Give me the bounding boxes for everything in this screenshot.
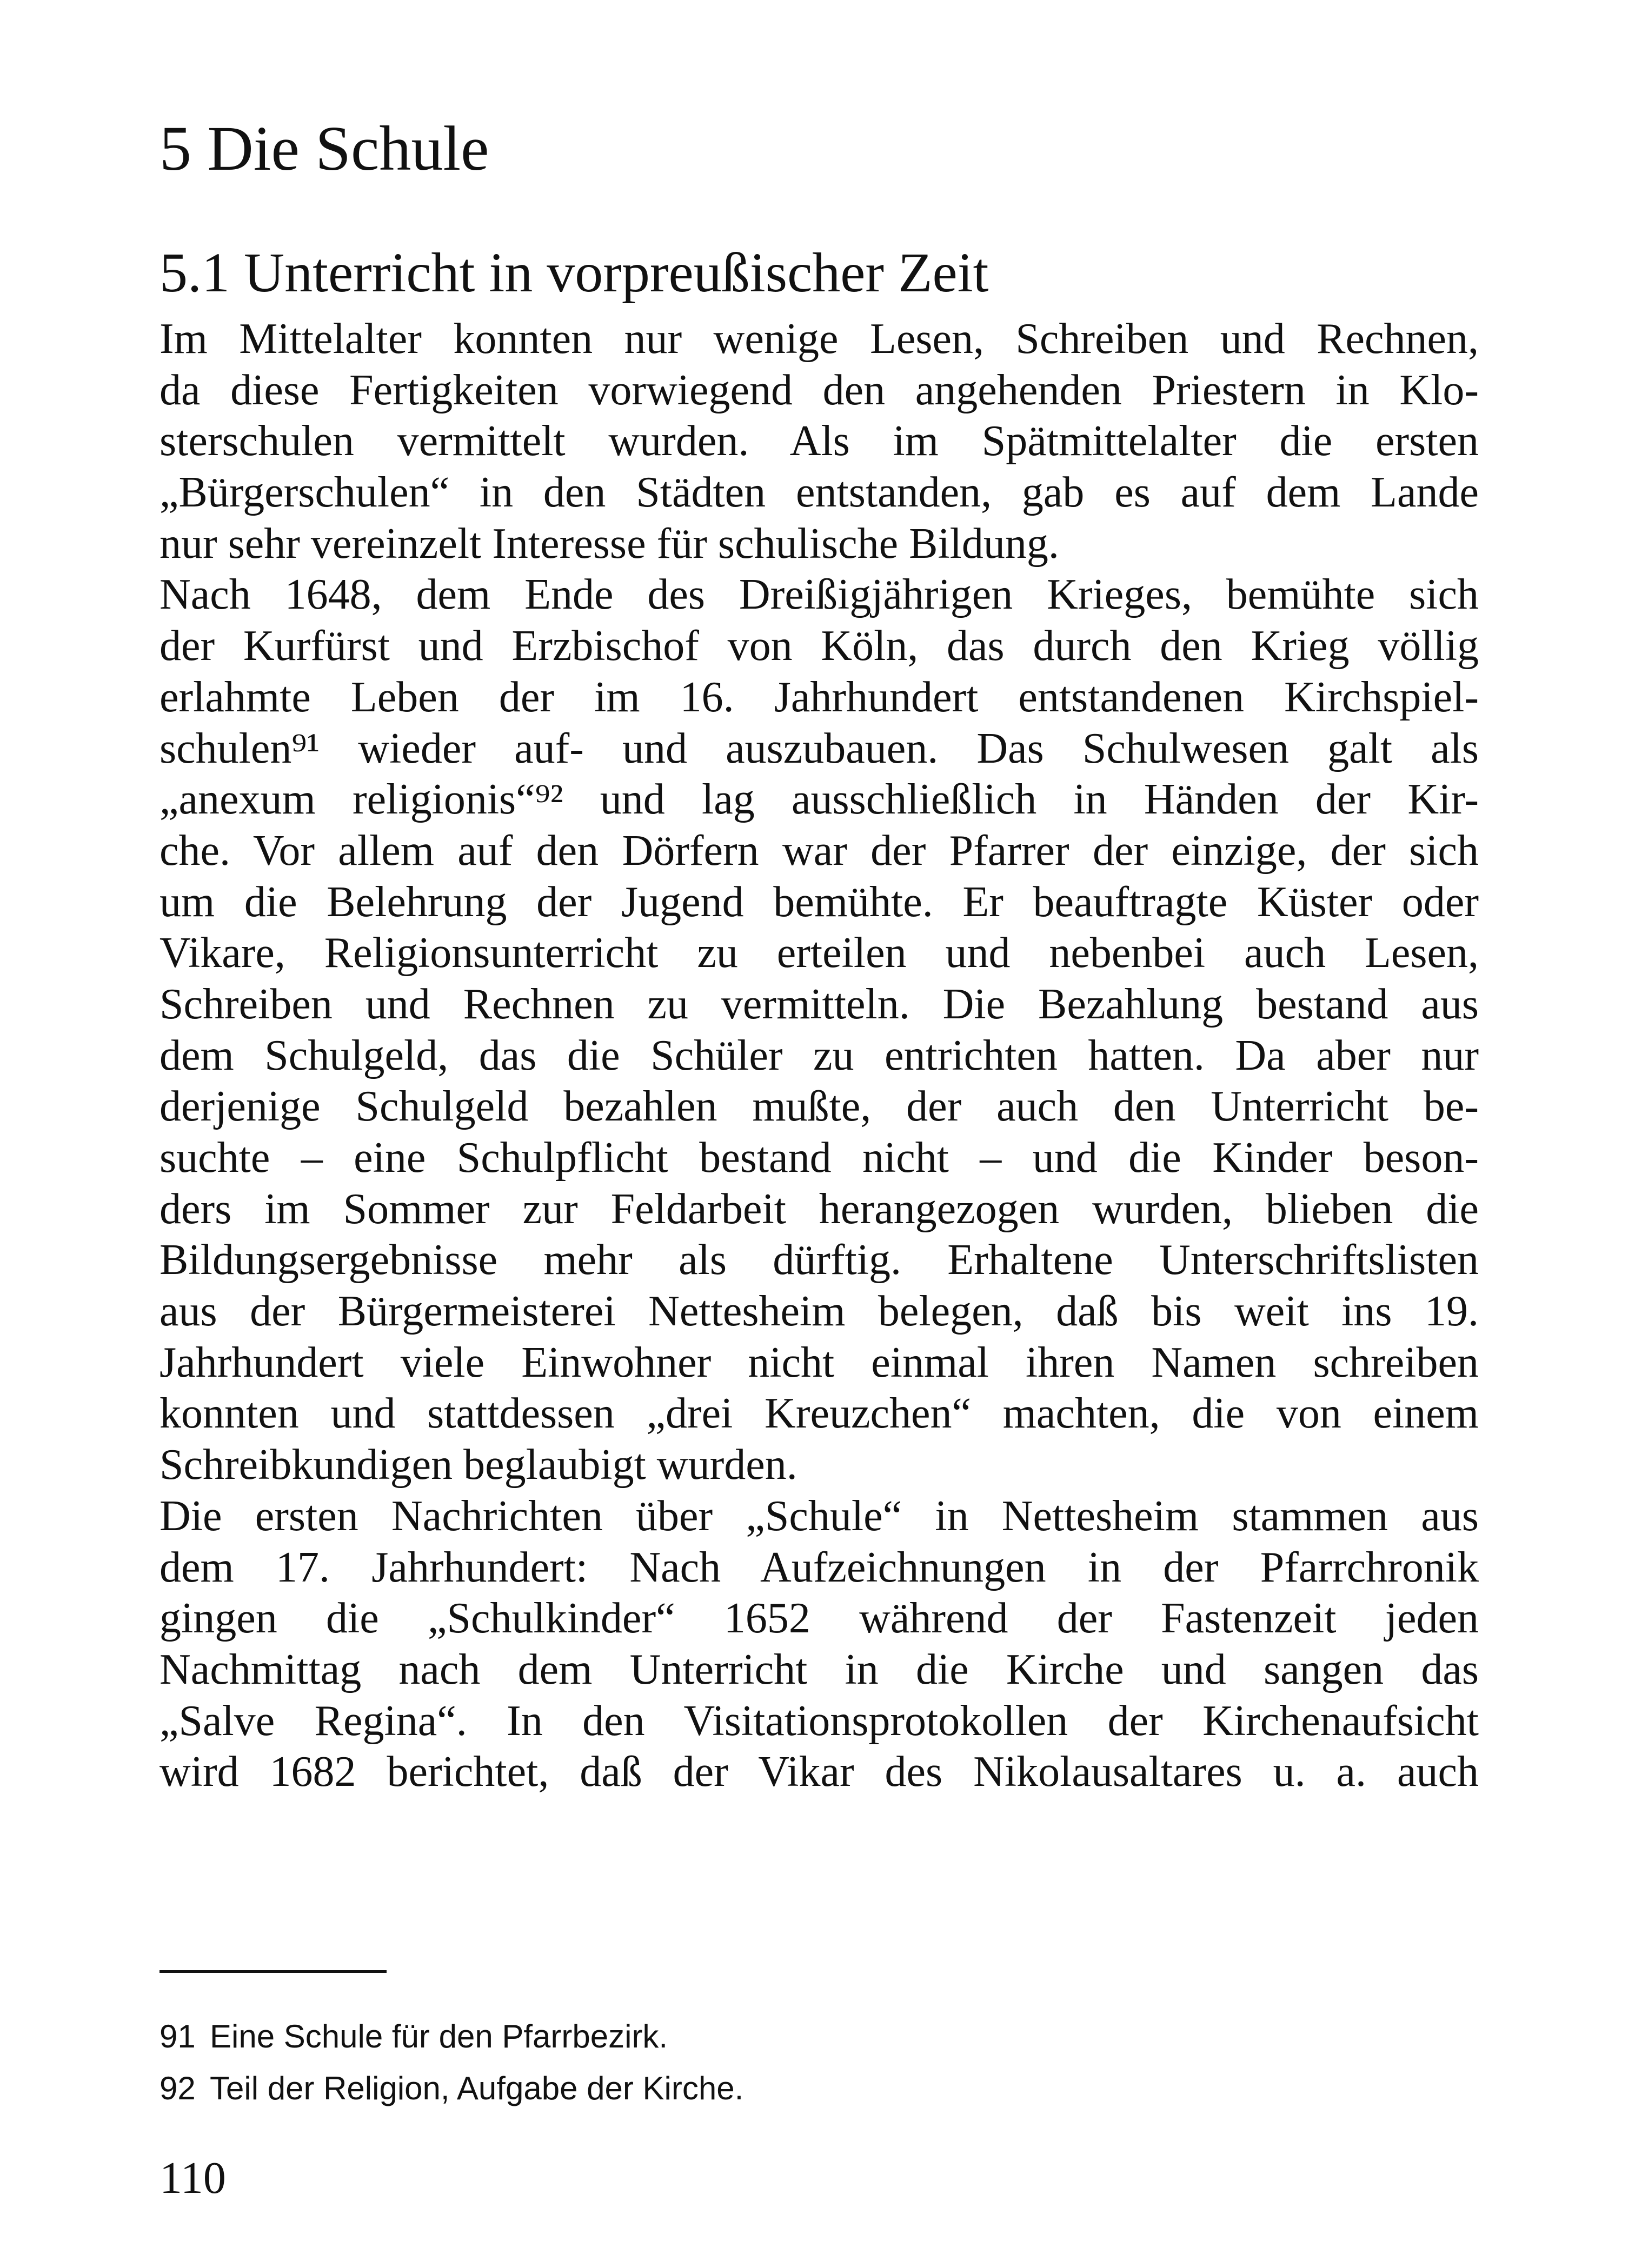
text-line: Jahrhundert viele Einwohner nicht einmal ihren Namen schreiben <box>159 1338 1479 1386</box>
footnote-number: 92 <box>159 2070 196 2106</box>
text-line: ders im Sommer zur Feldarbeit herangezogen wurden, blieben die <box>159 1185 1479 1233</box>
footnotes <box>159 2011 1479 2114</box>
text-line: erlahmte Leben der im 16. Jahrhundert entstandenen Kirchspiel- <box>159 673 1479 721</box>
chapter-title: 5 Die Schule <box>159 113 489 184</box>
text-line: um die Belehrung der Jugend bemühte. Er beauftragte Küster oder <box>159 878 1479 926</box>
footnote-divider <box>159 1970 387 1973</box>
page-number: 110 <box>159 2153 226 2203</box>
text-line: Vikare, Religionsunterricht zu erteilen und nebenbei auch Lesen, <box>159 929 1479 977</box>
text-line: „Salve Regina“. In den Visitationsprotokollen der Kirchenaufsicht <box>159 1697 1479 1745</box>
text-line: Im Mittelalter konnten nur wenige Lesen, Schreiben und Rechnen, <box>159 315 1479 363</box>
text-line: dem Schulgeld, das die Schüler zu entrichten hatten. Da aber nur <box>159 1031 1479 1079</box>
text-line: schulen⁹¹ wieder auf- und auszubauen. Das Schulwesen galt als <box>159 724 1479 772</box>
text-line: konnten und stattdessen „drei Kreuzchen“ machten, die von einem <box>159 1390 1479 1438</box>
text-line: wird 1682 berichtet, daß der Vikar des Nikolausaltares u. a. auch <box>159 1748 1479 1796</box>
text-line: „anexum religionis“⁹² und lag ausschließlich in Händen der Kir- <box>159 776 1479 824</box>
text-line: nur sehr vereinzelt Interesse für schulische Bildung. <box>159 519 1059 568</box>
text-line: der Kurfürst und Erzbischof von Köln, das durch den Krieg völlig <box>159 622 1479 670</box>
footnote-item <box>159 2063 1479 2114</box>
text-line: suchte – eine Schulpflicht bestand nicht – und die Kinder beson- <box>159 1134 1479 1182</box>
section-title: 5.1 Unterricht in vorpreußischer Zeit <box>159 242 989 304</box>
body-text <box>159 313 1479 1798</box>
page-content <box>159 113 1479 1796</box>
text-line: Die ersten Nachrichten über „Schule“ in Nettesheim stammen aus <box>159 1492 1479 1540</box>
text-line: da diese Fertigkeiten vorwiegend den angehenden Priestern in Klo- <box>159 366 1479 414</box>
text-line: „Bürgerschulen“ in den Städten entstanden, gab es auf dem Lande <box>159 469 1479 517</box>
text-line: Bildungsergebnisse mehr als dürftig. Erhaltene Unterschriftslisten <box>159 1236 1479 1284</box>
text-line: sterschulen vermittelt wurden. Als im Spätmittelalter die ersten <box>159 417 1479 465</box>
text-line: gingen die „Schulkinder“ 1652 während der Fastenzeit jeden <box>159 1595 1479 1643</box>
text-line: che. Vor allem auf den Dörfern war der Pfarrer der einzige, der sich <box>159 826 1479 875</box>
text-line: Schreibkundigen beglaubigt wurden. <box>159 1441 797 1489</box>
text-line: Nachmittag nach dem Unterricht in die Kirche und sangen das <box>159 1645 1479 1693</box>
footnote-text: Teil der Religion, Aufgabe der Kirche. <box>210 2070 744 2106</box>
text-line: Nach 1648, dem Ende des Dreißigjährigen Krieges, bemühte sich <box>159 571 1479 619</box>
text-line: Schreiben und Rechnen zu vermitteln. Die Bezahlung bestand aus <box>159 980 1479 1028</box>
footnote-number: 91 <box>159 2018 196 2054</box>
text-line: dem 17. Jahrhundert: Nach Aufzeichnungen in der Pfarrchronik <box>159 1543 1479 1591</box>
text-line: derjenige Schulgeld bezahlen mußte, der auch den Unterricht be- <box>159 1083 1479 1131</box>
footnote-text: Eine Schule für den Pfarrbezirk. <box>210 2018 668 2054</box>
text-line: aus der Bürgermeisterei Nettesheim belegen, daß bis weit ins 19. <box>159 1288 1479 1336</box>
footnote-item <box>159 2011 1479 2063</box>
